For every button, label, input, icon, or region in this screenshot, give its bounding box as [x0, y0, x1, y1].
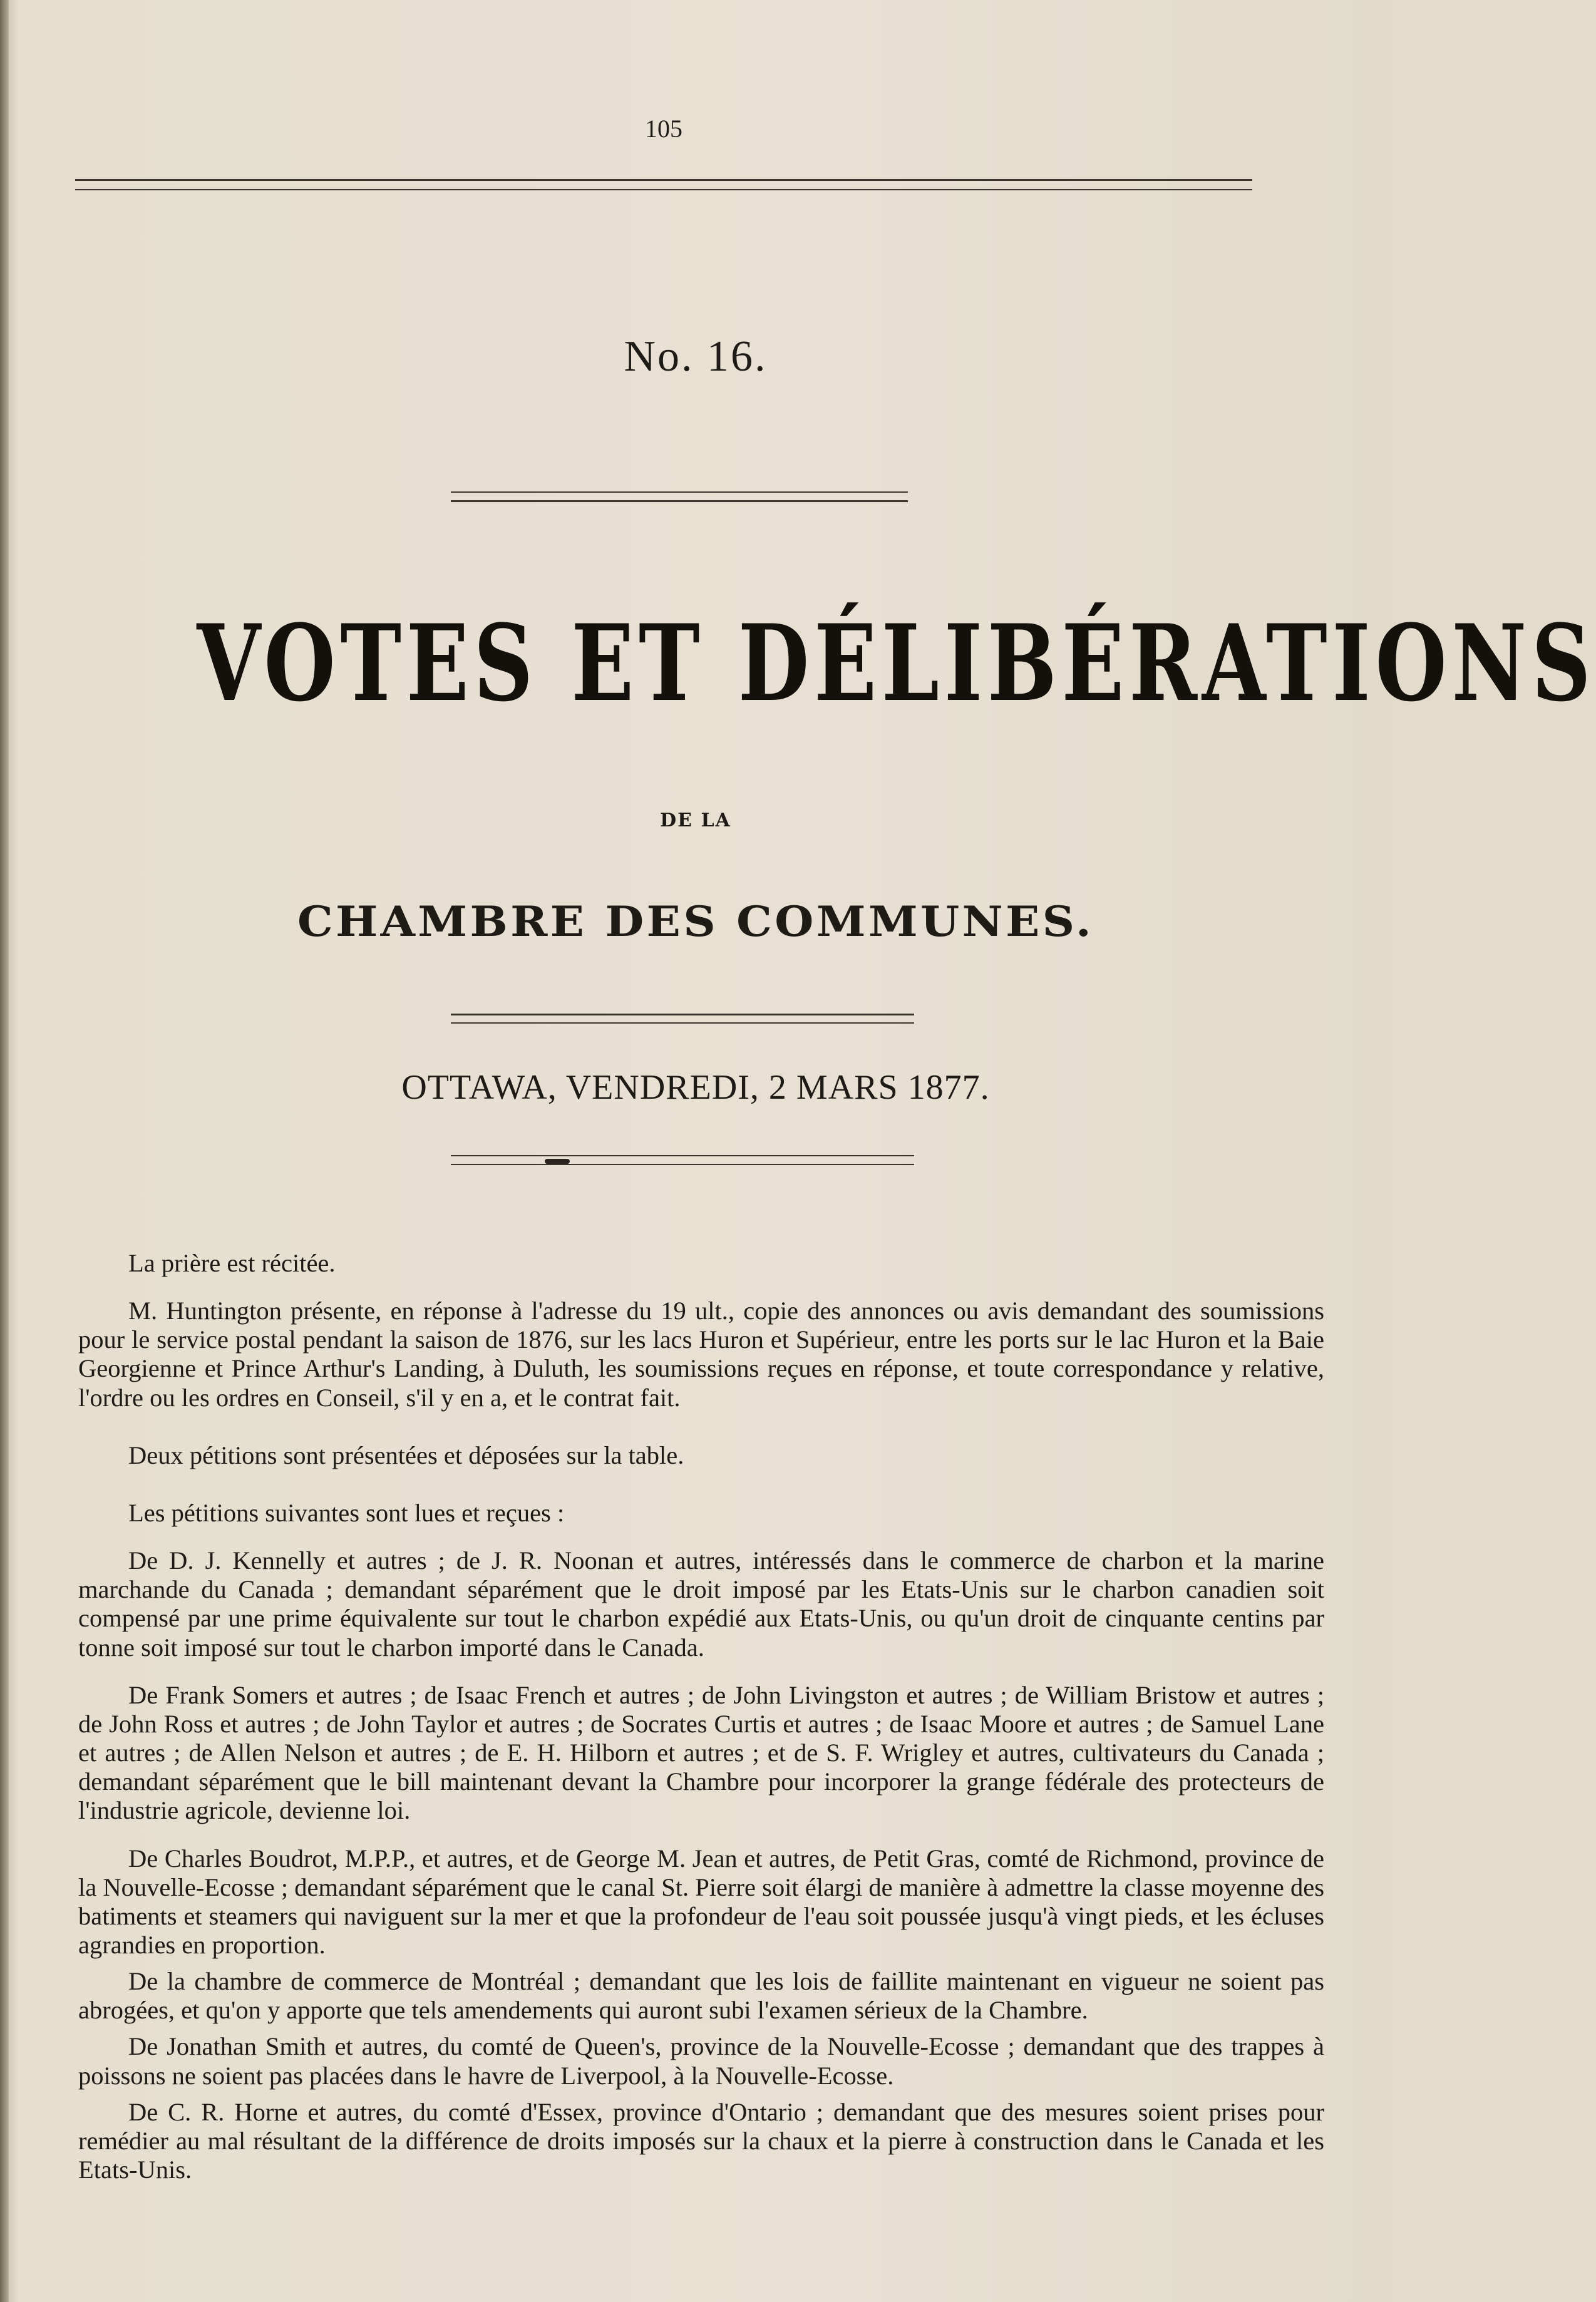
paragraph-somers: De Frank Somers et autres ; de Isaac French et autres ; de John Livingston et autres ; de William Bristow et autres ; de John Ross et autres ; de John Taylor et autres ; de Socrates Curtis et autres ; de Isaac Moore et autres ; de Samuel Lane et autres ; de Allen Nelson et autres ; de E. H. Hilborn et autres ; et de S. F. Wrigley et autres, cultivateurs du Canada ; demandant séparément que le bill maintenant devant la Chambre pour incorporer la grange fédérale des protecteurs de l'industrie agricole, devienne loi.	[78, 1680, 1324, 1825]
paragraph-petitions-read: Les pétitions suivantes sont lues et reçues :	[128, 1498, 565, 1527]
paragraph-montreal: De la chambre de commerce de Montréal ; demandant que les lois de faillite maintenant en vigueur ne soient pas abrogées, et qu'on y apporte que tels amendements qui auront subi l'examen sérieux de la Chambre.	[78, 1967, 1324, 2025]
page-number: 105	[645, 115, 682, 143]
paragraph-boudrot: De Charles Boudrot, M.P.P., et autres, et de George M. Jean et autres, de Petit Gras, comté de Richmond, province de la Nouvelle-Ecosse ; demandant séparément que le canal St. Pierre soit élargi de manière à admettre la classe moyenne des batiments et steamers qui naviguent sur la mer et que la profondeur de l'eau soit poussée jusqu'à vingt pieds, et les écluses agrandies en proportion.	[78, 1844, 1324, 1959]
rule-ornament	[545, 1159, 570, 1164]
paragraph-huntington: M. Huntington présente, en réponse à l'adresse du 19 ult., copie des annonces ou avis demandant des soumissions pour le service postal pendant la saison de 1876, sur les lacs Huron et Supérieur, entre les ports sur le lac Huron et la Baie Georgienne et Prince Arthur's Landing, à Duluth, les soumissions reçues en réponse, et toute correspondance y relative, l'ordre ou les ordres en Conseil, s'il y en a, et le contrat fait.	[78, 1297, 1324, 1412]
subtitle-de-la: DE LA	[660, 809, 731, 831]
paragraph-petitions-presented: Deux pétitions sont présentées et déposées sur la table.	[128, 1441, 684, 1469]
main-title: VOTES ET DÉLIBÉRATIONS	[197, 601, 1596, 725]
separator-rule-3	[451, 1155, 914, 1156]
top-rule-double	[75, 189, 1252, 190]
separator-rule-1b	[451, 500, 908, 502]
dateline: OTTAWA, VENDREDI, 2 MARS 1877.	[401, 1068, 990, 1107]
paragraph-kennelly: De D. J. Kennelly et autres ; de J. R. Noonan et autres, intéressés dans le commerce de charbon et la marine marchande du Canada ; demandant séparément que le droit imposé par les Etats-Unis sur le charbon canadien soit compensé par une prime équivalente sur tout le charbon expédié aux Etats-Unis, ou qu'un droit de cinquante centins par tonne soit imposé sur tout le charbon importé dans le Canada.	[78, 1546, 1324, 1662]
paragraph-smith: De Jonathan Smith et autres, du comté de Queen's, province de la Nouvelle-Ecosse ; demandant que des trappes à poissons ne soient pas placées dans le havre de Liverpool, à la Nouvelle-Ecosse.	[78, 2032, 1324, 2090]
chamber-title: CHAMBRE DES COMMUNES.	[297, 897, 1094, 946]
separator-rule-2b	[451, 1022, 914, 1024]
issue-number: No. 16.	[624, 332, 768, 381]
separator-rule-1	[451, 491, 908, 493]
separator-rule-3b	[451, 1164, 914, 1165]
paragraph-horne: De C. R. Horne et autres, du comté d'Essex, province d'Ontario ; demandant que des mesures soient prises pour remédier au mal résultant de la différence de droits imposés sur la chaux et la pierre à construction dans le Canada et les Etats-Unis.	[78, 2097, 1324, 2184]
separator-rule-2	[451, 1014, 914, 1015]
body-text	[78, 1249, 1324, 2184]
paragraph-prayer: La prière est récitée.	[128, 1249, 336, 1277]
top-rule	[75, 179, 1252, 181]
